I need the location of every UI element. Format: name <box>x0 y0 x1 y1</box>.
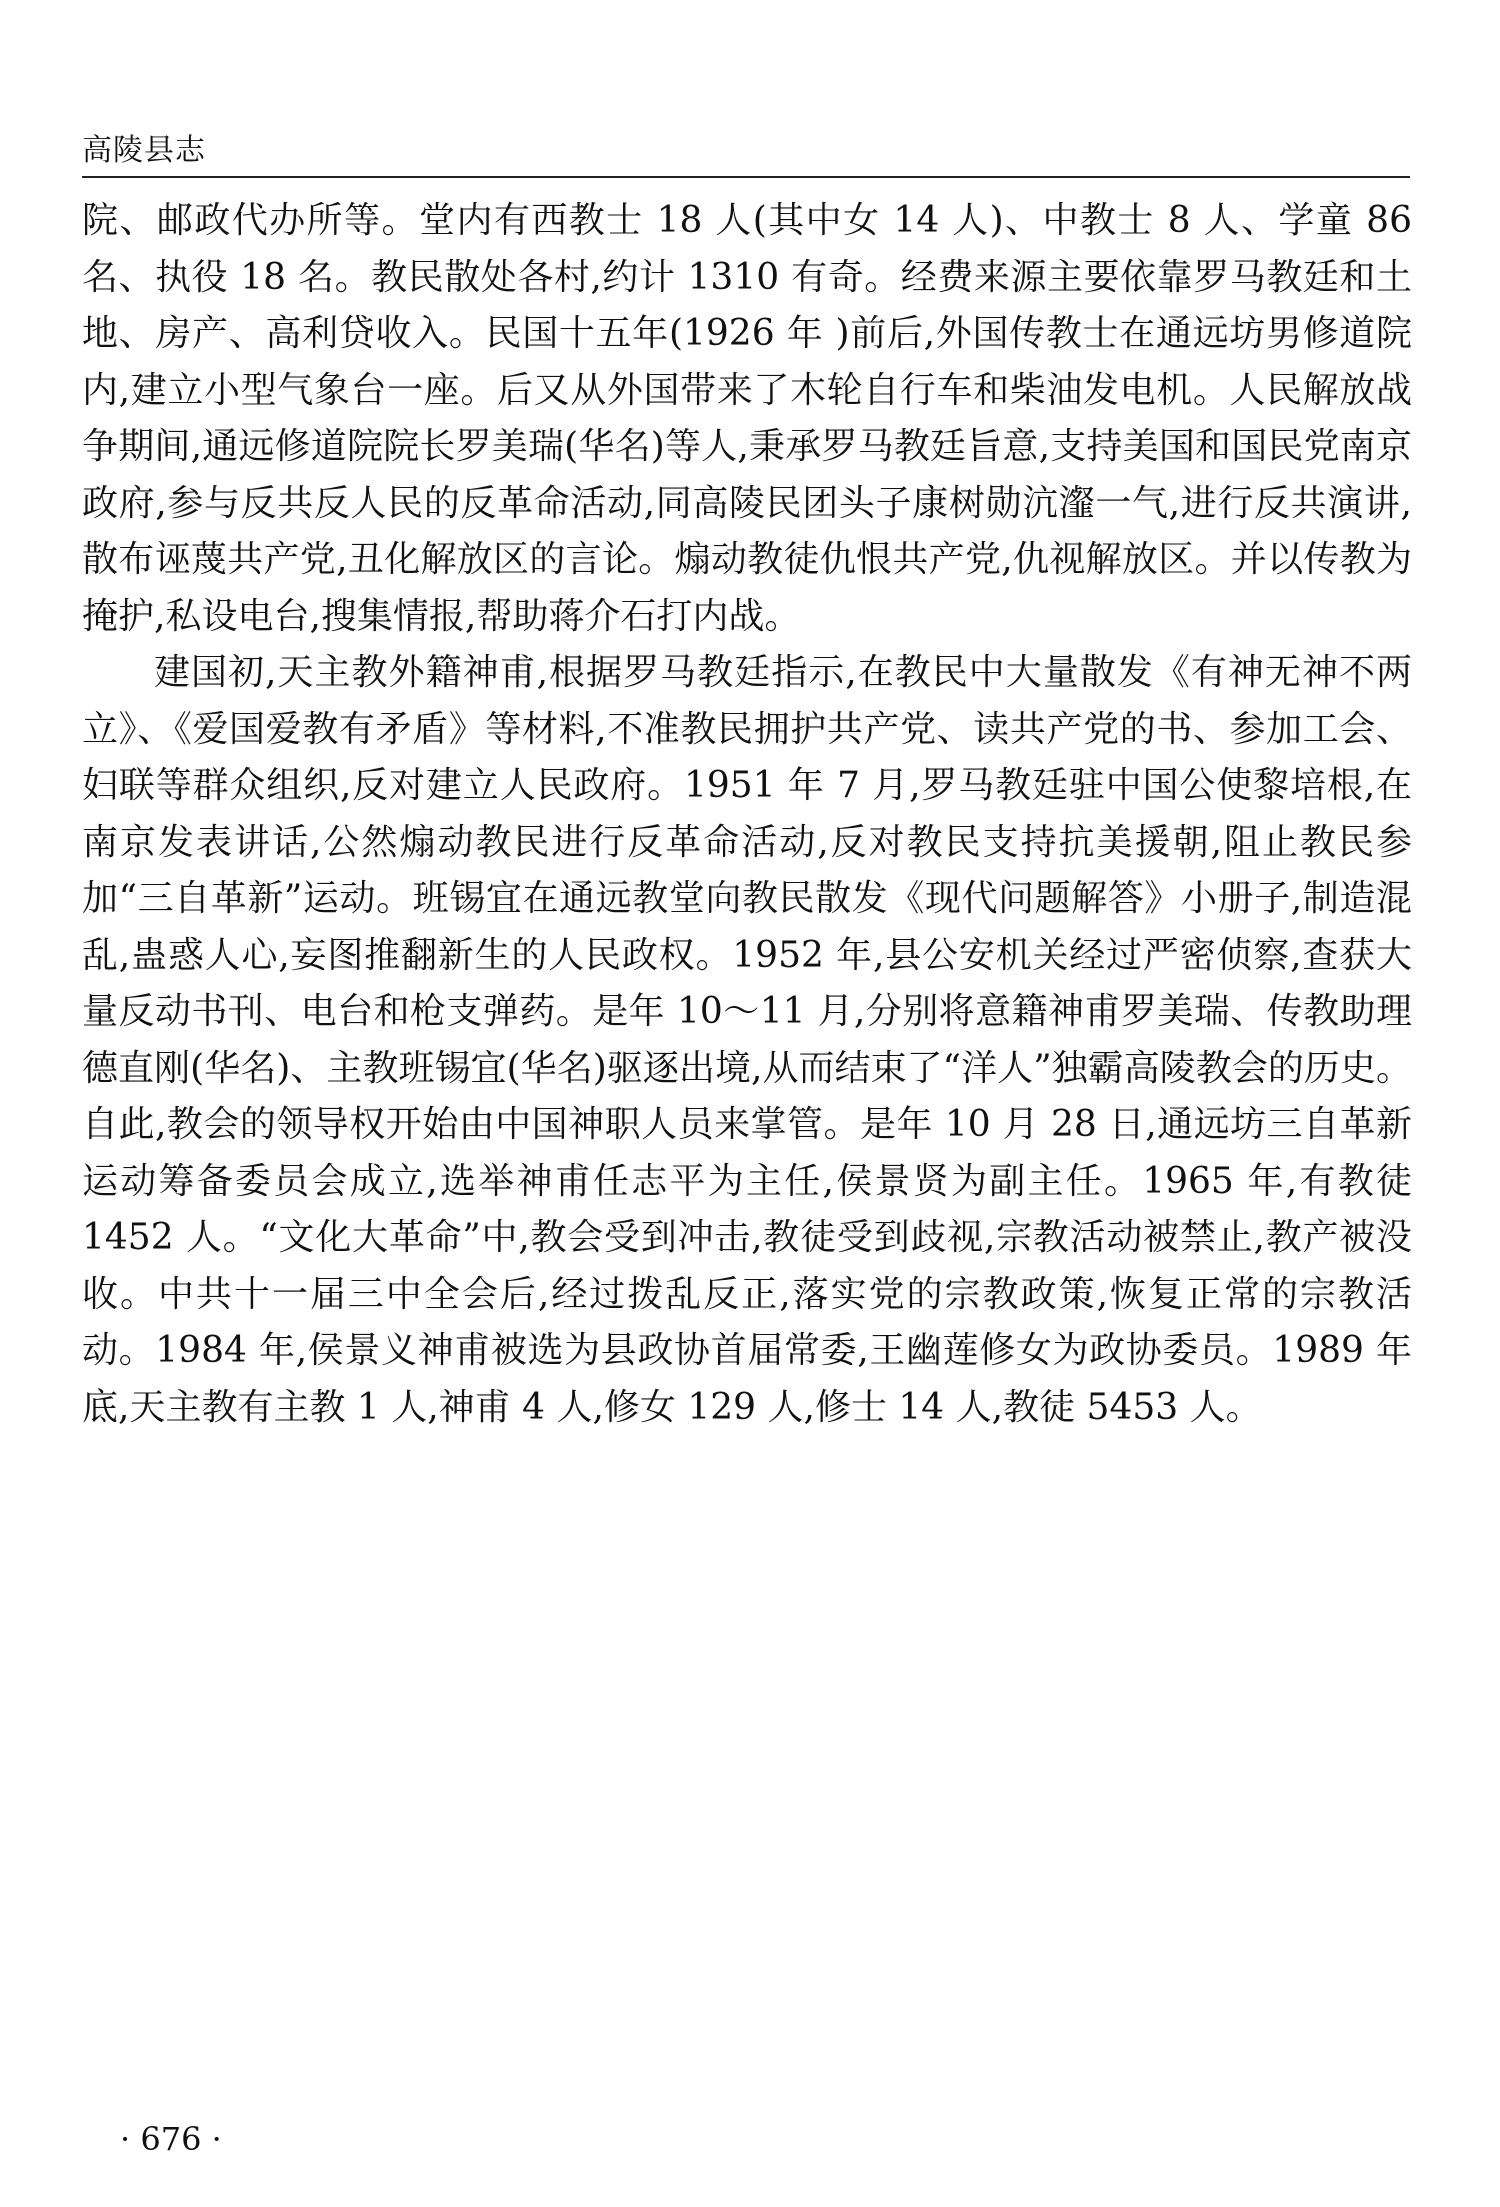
body-text <box>82 193 1412 1436</box>
page-number: · 676 · <box>120 2120 222 2158</box>
header-rule <box>82 176 1410 178</box>
paragraph-1: 院、邮政代办所等。堂内有西教士 18 人(其中女 14 人)、中教士 8 人、学童 86 名、执役 18 名。教民散处各村,约计 1310 有奇。经费来源主要依靠罗马教廷和土地、房产、高利贷收入。民国十五年(1926 年 )前后,外国传教士在通远坊男修道院内,建立小型气象台一座。后又从外国带来了木轮自行车和柴油发电机。人民解放战争期间,通远修道院院长罗美瑞(华名)等人,秉承罗马教廷旨意,支持美国和国民党南京政府,参与反共反人民的反革命活动,同高陵民团头子康树勋沆瀣一气,进行反共演讲,散布诬蔑共产党,丑化解放区的言论。煽动教徒仇恨共产党,仇视解放区。并以传教为掩护,私设电台,搜集情报,帮助蒋介石打内战。 <box>82 200 1412 637</box>
paragraph-2: 建国初,天主教外籍神甫,根据罗马教廷指示,在教民中大量散发《有神无神不两立》、《爱国爱教有矛盾》等材料,不准教民拥护共产党、读共产党的书、参加工会、妇联等群众组织,反对建立人民政府。1951 年 7 月,罗马教廷驻中国公使黎培根,在南京发表讲话,公然煽动教民进行反革命活动,反对教民支持抗美援朝,阻止教民参加“三自革新”运动。班锡宜在通远教堂向教民散发《现代问题解答》小册子,制造混乱,蛊惑人心,妄图推翻新生的人民政权。1952 年,县公安机关经过严密侦察,查获大量反动书刊、电台和枪支弹药。是年 10～11 月,分别将意籍神甫罗美瑞、传教助理德直刚(华名)、主教班锡宜(华名)驱逐出境,从而结束了“洋人”独霸高陵教会的历史。自此,教会的领导权开始由中国神职人员来掌管。是年 10 月 28 日,通远坊三自革新运动筹备委员会成立,选举神甫任志平为主任,侯景贤为副主任。1965 年,有教徒 1452 人。“文化大革命”中,教会受到冲击,教徒受到歧视,宗教活动被禁止,教产被没收。中共十一届三中全会后,经过拨乱反正,落实党的宗教政策,恢复正常的宗教活动。1984 年,侯景义神甫被选为县政协首届常委,王幽莲修女为政协委员。1989 年底,天主教有主教 1 人,神甫 4 人,修女 129 人,修士 14 人,教徒 5453 人。 <box>82 652 1412 1428</box>
running-head-title: 高陵县志 <box>82 133 206 168</box>
